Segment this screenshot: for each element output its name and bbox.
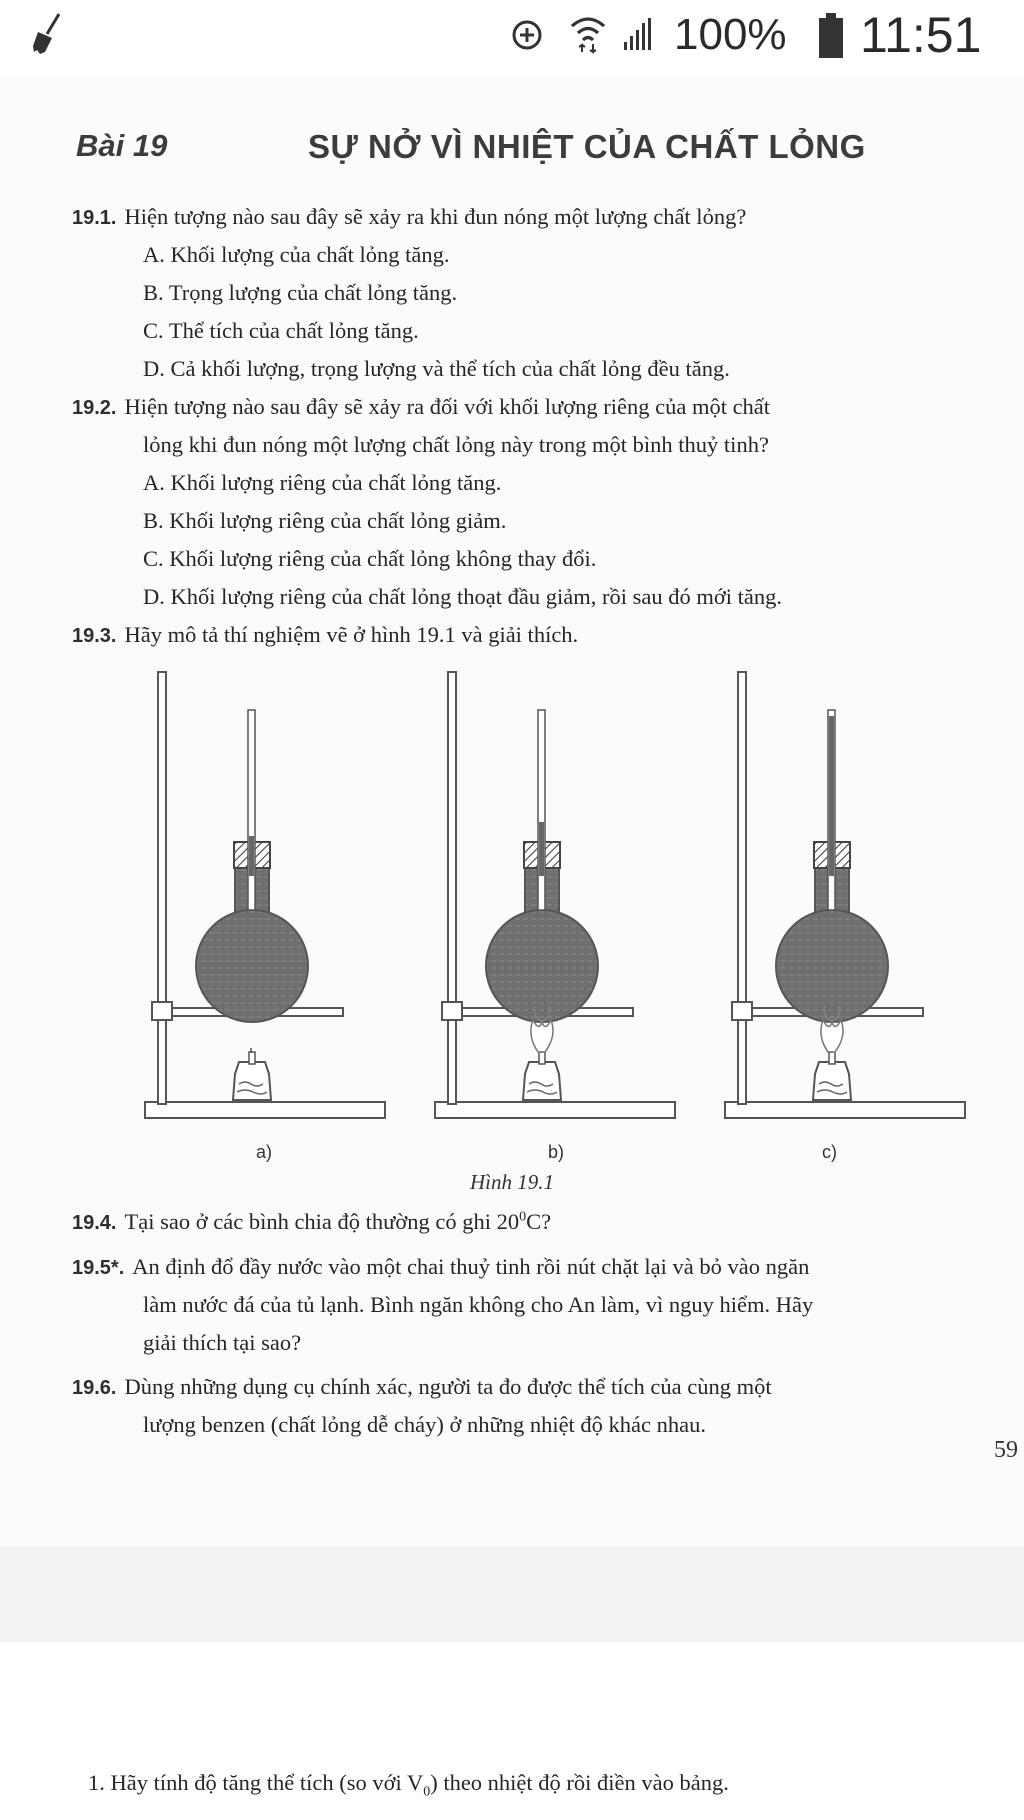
lesson-label: Bài 19 bbox=[76, 128, 168, 163]
battery-icon bbox=[818, 13, 844, 59]
question-text: Tại sao ở các bình chia độ thường có ghi 20 bbox=[124, 1209, 520, 1234]
option: C. Thể tích của chất lỏng tăng. bbox=[143, 318, 419, 343]
question-text: Hiện tượng nào sau đây sẽ xảy ra khi đun nóng một lượng chất lỏng? bbox=[124, 204, 747, 229]
question-text-cont: làm nước đá của tủ lạnh. Bình ngăn không cho An làm, vì nguy hiểm. Hãy bbox=[143, 1292, 814, 1317]
status-bar bbox=[0, 0, 1024, 76]
figure-19-1 bbox=[0, 76, 1024, 1546]
question-text-cont: lỏng khi đun nóng một lượng chất lỏng này trong một bình thuỷ tinh? bbox=[143, 432, 769, 457]
unit: C? bbox=[526, 1209, 552, 1234]
subscript: 0 bbox=[423, 1784, 431, 1800]
question-number: 19.1. bbox=[72, 207, 117, 229]
wifi-icon bbox=[569, 14, 607, 54]
question-text: An định đổ đầy nước vào một chai thuỷ tinh rồi nút chặt lại và bỏ vào ngăn bbox=[132, 1254, 810, 1279]
next-page-instruction bbox=[88, 1770, 729, 1801]
option: C. Khối lượng riêng của chất lỏng không thay đổi. bbox=[143, 546, 597, 571]
option: D. Khối lượng riêng của chất lỏng thoạt đầu giảm, rồi sau đó mới tăng. bbox=[143, 584, 782, 609]
option: B. Khối lượng riêng của chất lỏng giảm. bbox=[143, 508, 507, 533]
signal-icon bbox=[622, 16, 654, 52]
question-number: 19.3. bbox=[72, 625, 117, 647]
option: B. Trọng lượng của chất lỏng tăng. bbox=[143, 280, 458, 305]
question-text: Dùng những dụng cụ chính xác, người ta đo được thể tích của cùng một bbox=[124, 1374, 772, 1399]
option: A. Khối lượng riêng của chất lỏng tăng. bbox=[143, 470, 502, 495]
page-number: 59 bbox=[994, 1437, 1018, 1463]
question-text: Hãy mô tả thí nghiệm vẽ ở hình 19.1 và giải thích. bbox=[124, 622, 579, 647]
degree-superscript: 0 bbox=[519, 1209, 527, 1225]
next-page bbox=[0, 1642, 1024, 1820]
data-saver-icon bbox=[510, 18, 544, 52]
figure-caption: Hình 19.1 bbox=[470, 1170, 554, 1194]
figure-label-c: c) bbox=[822, 1142, 837, 1162]
instruction-text: 1. Hãy tính độ tăng thể tích (so với V bbox=[88, 1770, 424, 1795]
clock: 11:51 bbox=[860, 7, 982, 63]
figure-label-b: b) bbox=[548, 1142, 565, 1162]
question-text-cont: lượng benzen (chất lỏng dễ cháy) ở những nhiệt độ khác nhau. bbox=[143, 1412, 707, 1437]
instruction-text-end: ) theo nhiệt độ rồi điền vào bảng. bbox=[430, 1770, 729, 1795]
question-19-6 bbox=[72, 1374, 772, 1400]
apparatus-c bbox=[725, 672, 965, 1118]
option: A. Khối lượng của chất lỏng tăng. bbox=[143, 242, 450, 267]
page-title: SỰ NỞ VÌ NHIỆT CỦA CHẤT LỎNG bbox=[308, 128, 866, 165]
option: D. Cả khối lượng, trọng lượng và thể tích của chất lỏng đều tăng. bbox=[143, 356, 730, 381]
question-text-cont: giải thích tại sao? bbox=[143, 1330, 302, 1355]
question-number: 19.2. bbox=[72, 397, 117, 419]
question-19-4 bbox=[72, 1209, 551, 1235]
question-number: 19.5*. bbox=[72, 1257, 125, 1279]
apparatus-b bbox=[435, 672, 675, 1118]
battery-percent: 100% bbox=[674, 10, 787, 59]
question-number: 19.6. bbox=[72, 1377, 117, 1399]
question-number: 19.4. bbox=[72, 1212, 117, 1234]
question-19-5 bbox=[72, 1254, 809, 1280]
page-gap bbox=[0, 1546, 1024, 1642]
broom-icon[interactable] bbox=[30, 12, 64, 56]
textbook-page bbox=[0, 76, 1024, 1546]
figure-label-a: a) bbox=[256, 1142, 273, 1162]
apparatus-a bbox=[145, 672, 385, 1118]
question-text: Hiện tượng nào sau đây sẽ xảy ra đối với khối lượng riêng của một chất bbox=[124, 394, 771, 419]
